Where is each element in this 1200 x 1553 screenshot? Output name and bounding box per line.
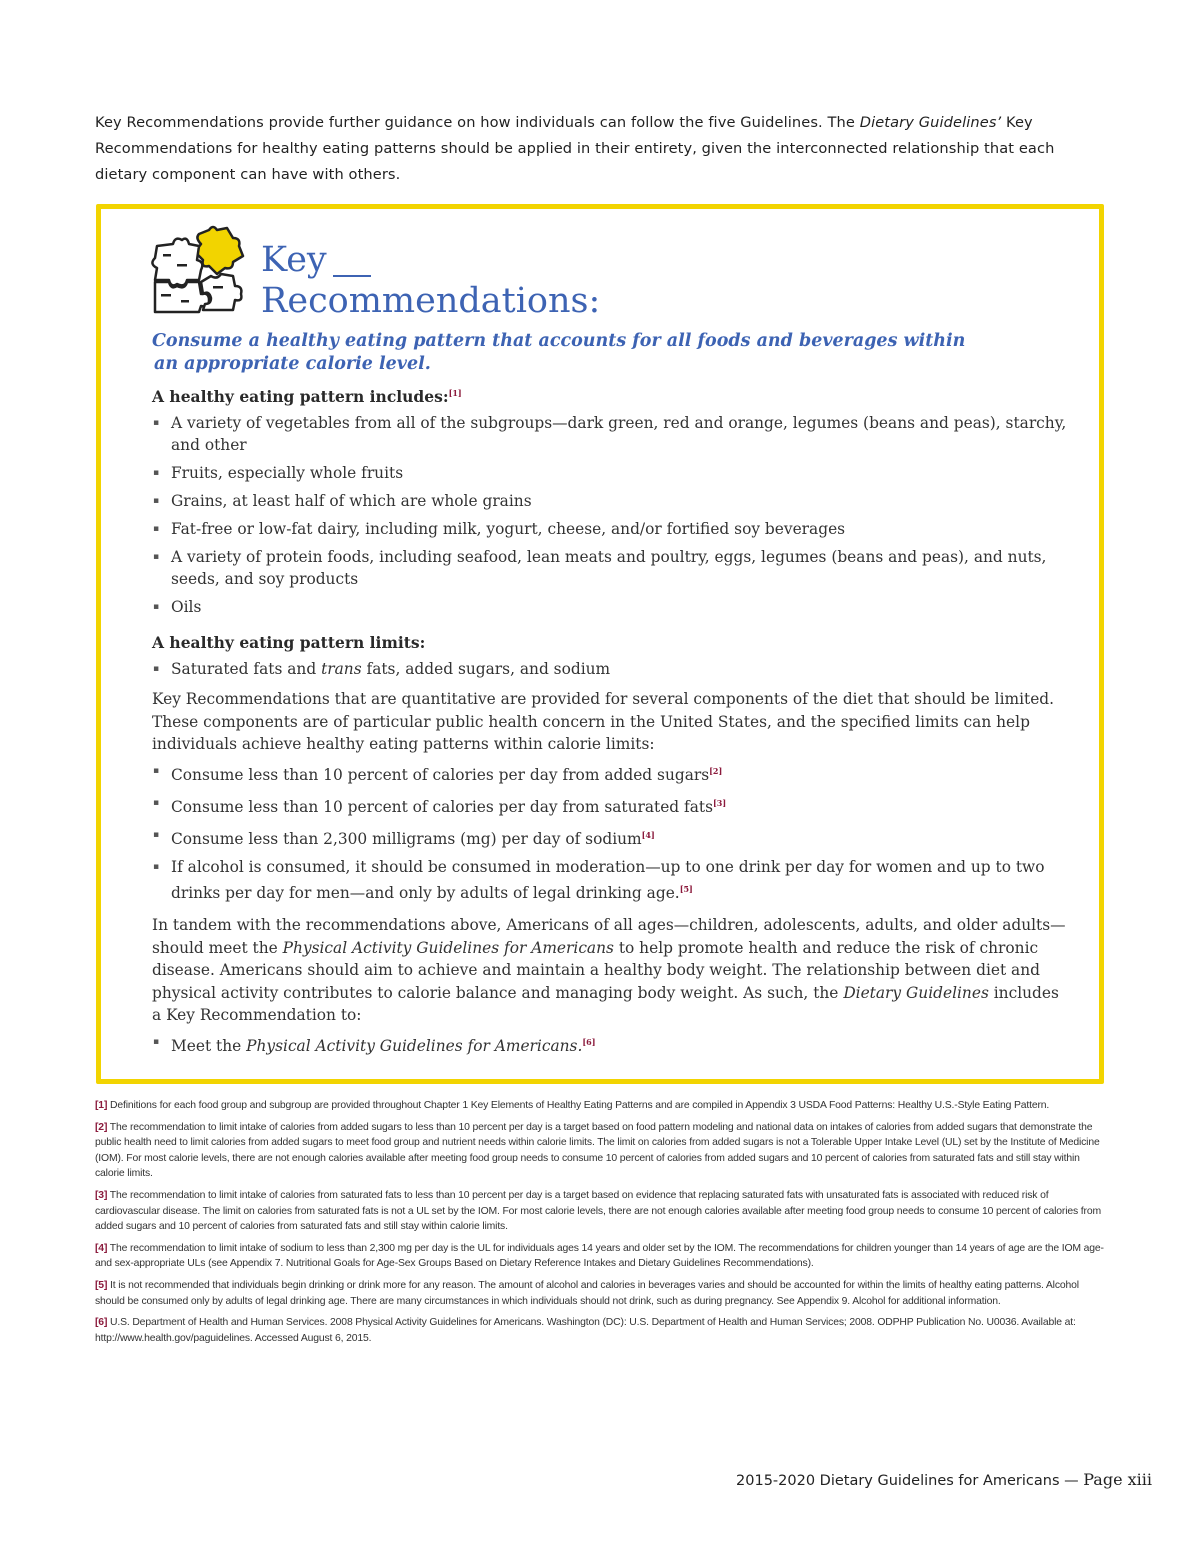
list-item: ▪ A variety of protein foods, including seafood, lean meats and poultry, eggs, legumes (beans and peas), and nuts, seeds, and soy products xyxy=(152,546,1072,590)
quant-text: Consume less than 10 percent of calories per day from saturated fats xyxy=(171,797,714,816)
tandem-italic-2: Dietary Guidelines xyxy=(843,983,989,1002)
tandem-italic-1: Physical Activity Guidelines for Americans xyxy=(282,938,614,957)
limits-italic: trans xyxy=(321,660,362,679)
tandem-paragraph xyxy=(152,914,1072,1027)
quant-text: Consume less than 10 percent of calories per day from added sugars xyxy=(171,765,710,784)
list-item: ▪ A variety of vegetables from all of the subgroups—dark green, red and orange, legumes (beans and peas), starchy, and other xyxy=(152,412,1072,456)
page-footer xyxy=(736,1470,1152,1489)
tandem-text-b: to help promote health and reduce the risk of chronic disease. Americans should aim to achieve and maintain a healthy body weight. The relationship between diet and physical activity contributes to calorie balance and managing body weight. As such, the xyxy=(152,938,1040,1002)
page-number: Page xiii xyxy=(1083,1470,1152,1489)
footnote-number: [1] xyxy=(95,1100,108,1111)
footnote-ref[interactable]: [4] xyxy=(641,829,655,840)
box-content xyxy=(152,330,1072,1063)
lead-line-2: an appropriate calorie level. xyxy=(154,354,431,374)
final-list xyxy=(152,1031,1072,1057)
list-item: ▪ Oils xyxy=(152,596,1072,618)
footnote xyxy=(95,1315,1105,1346)
lead-statement xyxy=(152,330,1072,376)
footnote xyxy=(95,1120,1105,1182)
tandem-text-c: includes a Key Recommendation to: xyxy=(152,983,1059,1025)
footnote-ref[interactable]: [6] xyxy=(582,1036,596,1047)
limits-heading: A healthy eating pattern limits: xyxy=(152,633,426,653)
footnote-text: The recommendation to limit intake of calories from saturated fats to less than 10 percent per day is a target based on evidence that replacing saturated fats with unsaturated fats is associated with reduced risk of cardiovascular disease. The limit on calories from saturated fats is not a UL set by the IOM. For most calorie levels, there are not enough calories available after meeting food group needs to consume 10 percent of calories from added sugars and 10 percent of calories from saturated fats and still stay within calorie limits. xyxy=(95,1189,1101,1233)
puzzle-icon xyxy=(147,224,247,314)
list-item: ▪ Fat-free or low-fat dairy, including milk, yogurt, cheese, and/or fortified soy beverages xyxy=(152,518,1072,540)
footnote-number: [3] xyxy=(95,1189,108,1201)
limits-text-a: Saturated fats and xyxy=(171,660,322,679)
list-item xyxy=(152,658,1072,680)
quant-text: If alcohol is consumed, it should be consumed in moderation—up to one drink per day for women and up to two drinks per day for men—and only by adults of legal drinking age. xyxy=(171,858,1045,903)
footnote-text: The recommendation to limit intake of calories from added sugars to less than 10 percent per day is a target based on food pattern modeling and national data on intakes of calories from added sugars that demonstrate the public health need to limit calories from added sugars to meet food group and nutrient needs within calorie limits. The limit on calories from added sugars is not a Tolerable Upper Intake Level (UL) set by the Institute of Medicine (IOM). For most calorie levels, there are not enough calories available after meeting food group needs to consume 10 percent of calories from added sugars and 10 percent of calories from saturated fats and still stay within calorie limits. xyxy=(95,1121,1100,1180)
footnote-number: [2] xyxy=(95,1121,108,1133)
limits-text-b: fats, added sugars, and sodium xyxy=(361,660,611,679)
limits-list xyxy=(152,658,1072,680)
footnote-text: The recommendation to limit intake of sodium to less than 2,300 mg per day is the UL for individuals ages 14 years and older set by the IOM. The recommendations for children younger than 14 years of age are the IOM age- and sex-appropriate ULs (see Appendix 7. Nutritional Goals for Age-Sex Groups Based on Dietary Reference Intakes and Dietary Guidelines Recommendations). xyxy=(95,1242,1104,1270)
footnote-ref[interactable]: [2] xyxy=(709,765,723,776)
footnote-text: It is not recommended that individuals begin drinking or drink more for any reason. The amount of alcohol and calories in beverages varies and should be accounted for within the limits of healthy eating patterns. Alcohol should be consumed only by adults of legal drinking age. There are many circumstances in which individuals should not drink, such as during pregnancy. See Appendix 9. Alcohol for additional information. xyxy=(95,1279,1079,1307)
footnote xyxy=(95,1278,1105,1309)
list-item: ▪ Fruits, especially whole fruits xyxy=(152,462,1072,484)
footnotes xyxy=(95,1098,1105,1352)
includes-heading-text: A healthy eating pattern includes: xyxy=(152,387,449,407)
intro-italic: Dietary Guidelines’ xyxy=(859,114,1002,131)
list-item xyxy=(152,1031,1072,1057)
footnote-ref[interactable]: [1] xyxy=(448,388,462,398)
quantitative-paragraph: Key Recommendations that are quantitative are provided for several components of the diet that should be limited. These components are of particular public health concern in the United States, and the specified limits can help individuals achieve healthy eating patterns within calorie limits: xyxy=(152,690,1055,754)
quantitative-list xyxy=(152,760,1072,905)
title-dash xyxy=(333,275,371,277)
title-line-2: Recommendations: xyxy=(261,281,601,321)
list-item xyxy=(152,760,1072,786)
footnote xyxy=(95,1188,1105,1235)
list-item xyxy=(152,856,1072,904)
intro-paragraph xyxy=(95,110,1105,188)
footnote xyxy=(95,1098,1105,1114)
footnote-number: [6] xyxy=(95,1317,108,1329)
footnote-number: [5] xyxy=(95,1279,108,1291)
title-line-1: Key xyxy=(261,240,327,280)
footnote-number: [4] xyxy=(95,1242,108,1254)
footnote-text: U.S. Department of Health and Human Services. 2008 Physical Activity Guidelines for Americans. Washington (DC): U.S. Department of Health and Human Services; 2008. ODPHP Publication No. U0036. Available at: http://www.health.gov/paguidelines. Accessed August 6, 2015. xyxy=(95,1317,1076,1344)
footnote-ref[interactable]: [3] xyxy=(713,797,727,808)
intro-text-1: Key Recommendations provide further guidance on how individuals can follow the five Guidelines. The xyxy=(95,114,860,131)
footnote-text: Definitions for each food group and subgroup are provided throughout Chapter 1 Key Elements of Healthy Eating Patterns and are compiled in Appendix 3 USDA Food Patterns: Healthy U.S.-Style Eating Pattern. xyxy=(107,1100,1050,1111)
footer-title: 2015-2020 Dietary Guidelines for Americans — xyxy=(736,1473,1084,1489)
tandem-text-a: In tandem with the recommendations above, Americans of all ages—children, adolescents, adults, and older adults—should meet the xyxy=(152,916,1066,957)
includes-list xyxy=(152,412,1072,618)
includes-heading xyxy=(152,382,1072,408)
final-italic: Physical Activity Guidelines for Americans. xyxy=(246,1036,583,1055)
intro-text-2: Key Recommendations for healthy eating patterns should be applied in their entirety, given the interconnected relationship that each dietary component can have with others. xyxy=(95,114,1055,183)
footnote-ref[interactable]: [5] xyxy=(679,884,693,895)
footnote xyxy=(95,1241,1105,1272)
lead-line-1: Consume a healthy eating pattern that accounts for all foods and beverages within xyxy=(152,331,966,351)
list-item: ▪ Grains, at least half of which are whole grains xyxy=(152,490,1072,512)
box-title xyxy=(261,240,600,322)
quant-text: Consume less than 2,300 milligrams (mg) per day of sodium xyxy=(171,830,642,849)
list-item xyxy=(152,792,1072,818)
list-item xyxy=(152,824,1072,850)
final-text: Meet the xyxy=(171,1036,247,1055)
